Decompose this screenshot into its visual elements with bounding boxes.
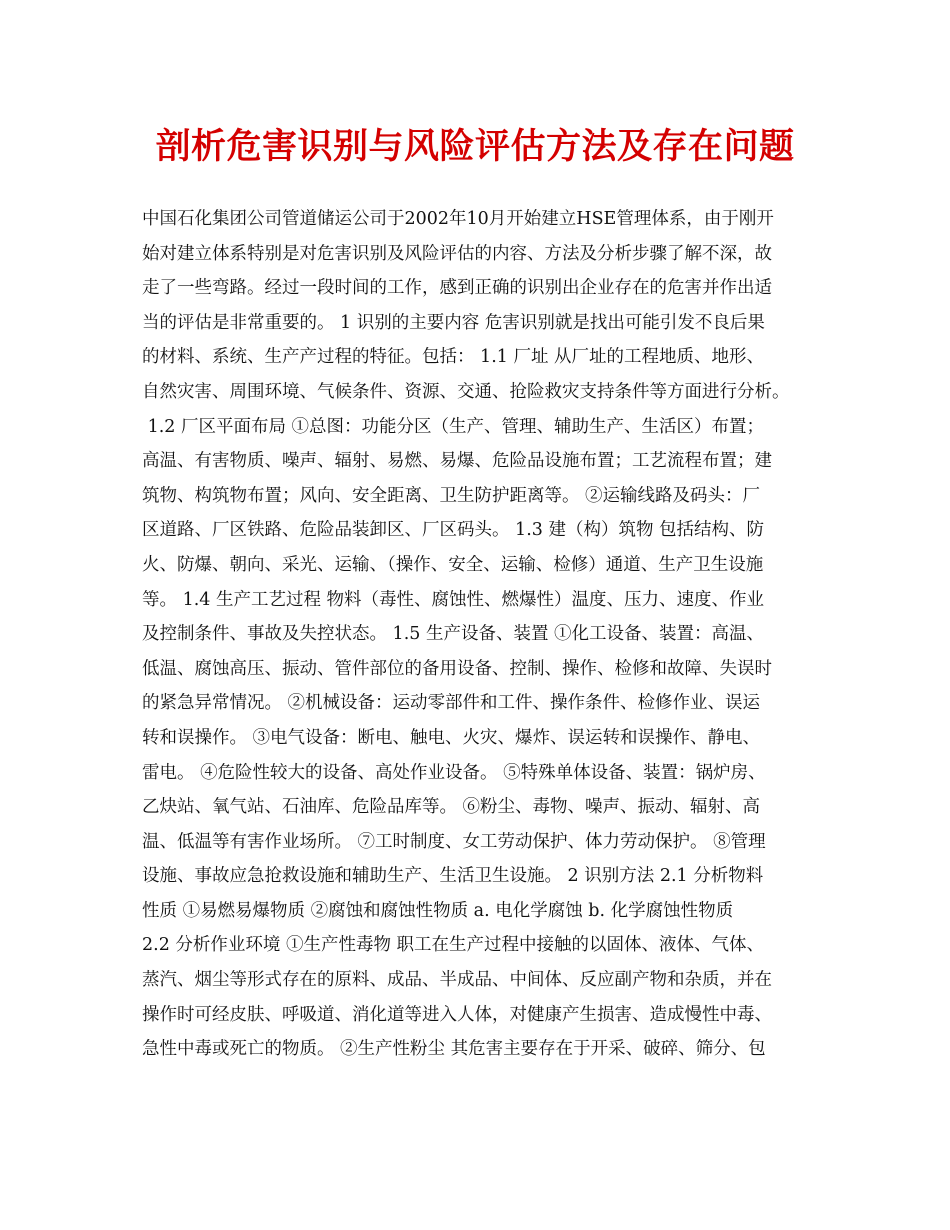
body-line: 低温、腐蚀高压、振动、管件部位的备用设备、控制、操作、检修和故障、失误时 xyxy=(142,658,772,679)
body-line: 乙炔站、氧气站、石油库、危险品库等。 ⑥粉尘、毒物、噪声、振动、辐射、高 xyxy=(142,797,761,818)
body-line: 及控制条件、事故及失控状态。 1.5 生产设备、装置 ①化工设备、装置：高温、 xyxy=(142,624,765,645)
body-line: 走了一些弯路。经过一段时间的工作，感到正确的识别出企业存在的危害并作出适 xyxy=(142,278,772,299)
document-body xyxy=(142,202,822,1067)
body-line: 设施、事故应急抢救设施和辅助生产、生活卫生设施。 2 识别方法 2.1 分析物料 xyxy=(142,866,764,887)
document-title: 剖析危害识别与风险评估方法及存在问题 xyxy=(155,126,795,167)
body-line: 急性中毒或死亡的物质。 ②生产性粉尘 其危害主要存在于开采、破碎、筛分、包 xyxy=(142,1039,766,1060)
body-line: 的紧急异常情况。 ②机械设备：运动零部件和工件、操作条件、检修作业、误运 xyxy=(142,693,761,714)
body-line: 的材料、系统、生产产过程的特征。包括： 1.1 厂址 从厂址的工程地质、地形、 xyxy=(142,347,765,368)
body-line: 蒸汽、烟尘等形式存在的原料、成品、半成品、中间体、反应副产物和杂质，并在 xyxy=(142,970,772,991)
body-line: 当的评估是非常重要的。 1 识别的主要内容 危害识别就是找出可能引发不良后果 xyxy=(142,312,765,333)
body-line: 温、低温等有害作业场所。 ⑦工时制度、女工劳动保护、体力劳动保护。 ⑧管理 xyxy=(142,831,766,852)
body-line: 始对建立体系特别是对危害识别及风险评估的内容、方法及分析步骤了解不深，故 xyxy=(142,243,772,264)
body-line: 高温、有害物质、噪声、辐射、易燃、易爆、危险品设施布置；工艺流程布置；建 xyxy=(142,451,772,472)
body-line: 区道路、厂区铁路、危险品装卸区、厂区码头。 1.3 建（构）筑物 包括结构、防 xyxy=(142,520,765,541)
body-line: 雷电。 ④危险性较大的设备、高处作业设备。 ⑤特殊单体设备、装置：锅炉房、 xyxy=(142,762,766,783)
body-line: 等。 1.4 生产工艺过程 物料（毒性、腐蚀性、燃爆性）温度、压力、速度、作业 xyxy=(142,589,765,610)
body-line: 性质 ①易燃易爆物质 ②腐蚀和腐蚀性物质 a. 电化学腐蚀 b. 化学腐蚀性物质 xyxy=(142,900,734,921)
body-line: 2.2 分析作业环境 ①生产性毒物 职工在生产过程中接触的以固体、液体、气体、 xyxy=(142,935,765,956)
body-line: 自然灾害、周围环境、气候条件、资源、交通、抢险救灾支持条件等方面进行分析。 xyxy=(142,381,790,402)
body-line: 1.2 厂区平面布局 ①总图：功能分区（生产、管理、辅助生产、生活区）布置； xyxy=(142,416,765,437)
body-line: 转和误操作。 ③电气设备：断电、触电、火灾、爆炸、误运转和误操作、静电、 xyxy=(142,727,761,748)
body-line: 火、防爆、朝向、采光、运输、（操作、安全、运输、检修）通道、生产卫生设施 xyxy=(142,554,764,575)
body-line: 中国石化集团公司管道储运公司于2002年10月开始建立HSE管理体系，由于刚开 xyxy=(142,209,774,229)
body-line: 筑物、构筑物布置；风向、安全距离、卫生防护距离等。 ②运输线路及码头：厂 xyxy=(142,485,761,506)
body-line: 操作时可经皮肤、呼吸道、消化道等进入人体，对健康产生损害、造成慢性中毒、 xyxy=(142,1004,772,1025)
